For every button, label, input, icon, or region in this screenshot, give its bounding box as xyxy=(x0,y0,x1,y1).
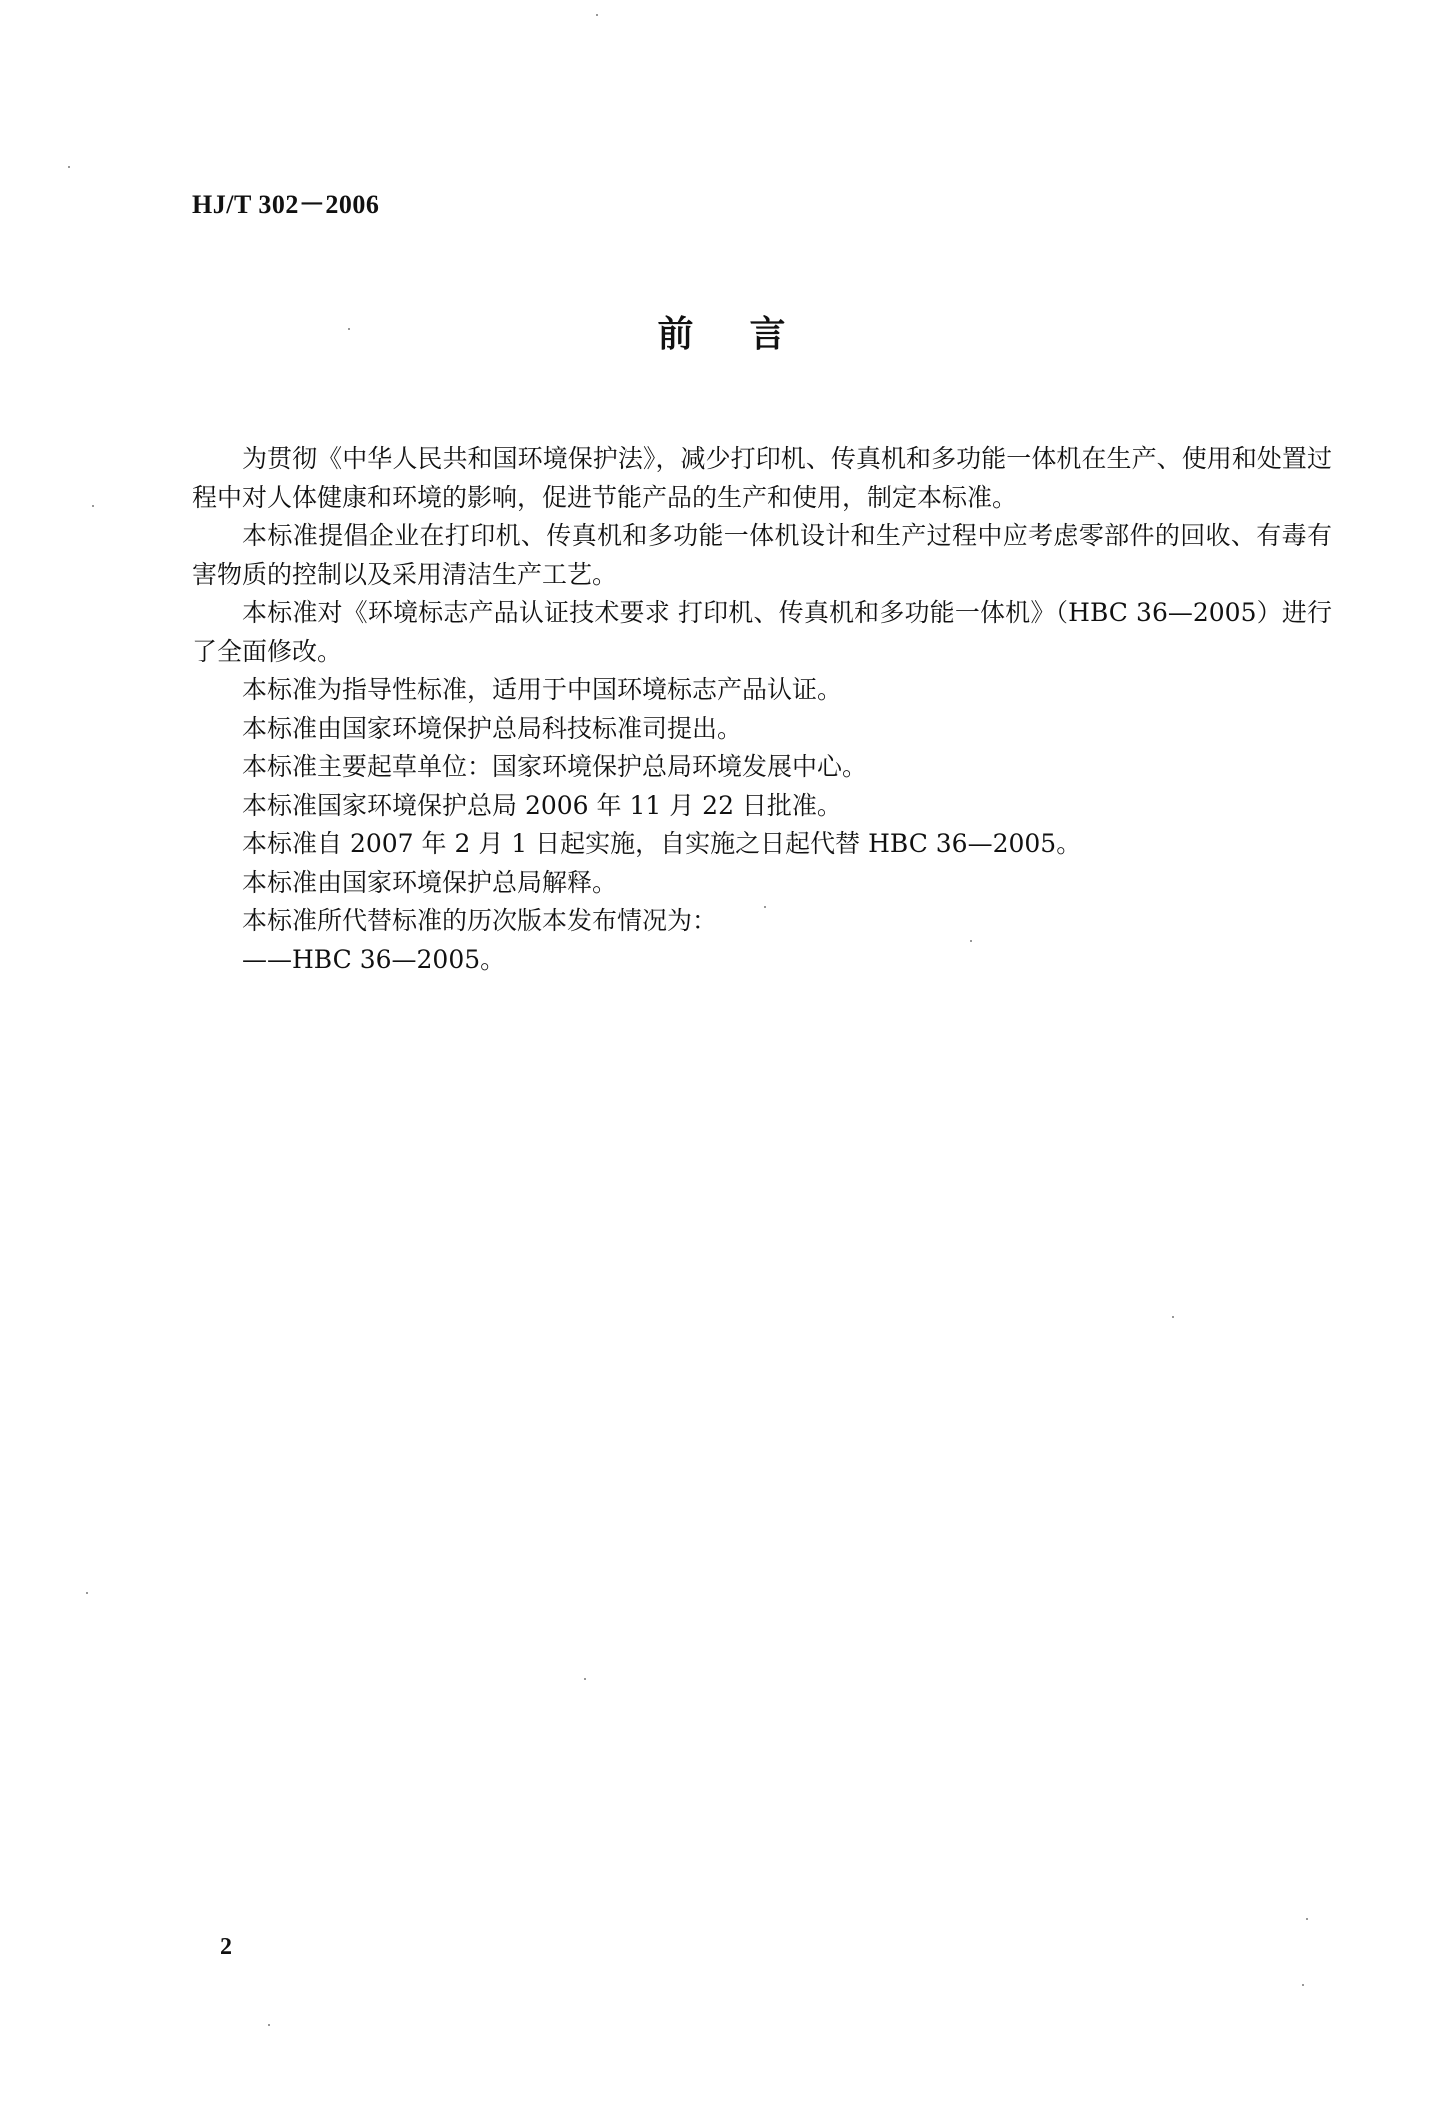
foreword-body xyxy=(192,440,1332,979)
standard-code: HJ/T 302－2006 xyxy=(192,190,380,219)
scan-speck xyxy=(268,2024,270,2026)
scan-speck xyxy=(68,166,70,168)
scan-speck xyxy=(764,906,766,908)
paragraph: ——HBC 36—2005。 xyxy=(242,944,506,974)
paragraph: 本标准主要起草单位：国家环境保护总局环境发展中心。 xyxy=(242,752,868,781)
scan-speck xyxy=(596,14,598,16)
paragraph: 本标准对《环境标志产品认证技术要求 打印机、传真机和多功能一体机》（HBC 36—2005）进行了全面修改。 xyxy=(192,598,1332,666)
scan-speck xyxy=(1172,1316,1174,1318)
scan-speck xyxy=(584,1678,586,1680)
scan-speck xyxy=(970,940,972,942)
paragraph: 本标准国家环境保护总局 2006 年 11 月 22 日批准。 xyxy=(242,790,842,820)
scan-speck xyxy=(86,1592,88,1594)
paragraph: 本标准所代替标准的历次版本发布情况为： xyxy=(242,906,718,935)
scan-speck xyxy=(92,505,94,507)
paragraph: 本标准由国家环境保护总局科技标准司提出。 xyxy=(242,713,743,743)
paragraph: 本标准自 2007 年 2 月 1 日起实施，自实施之日起代替 HBC 36—2005。 xyxy=(242,829,1082,858)
page-title: 前言 xyxy=(657,314,842,355)
paragraph: 为贯彻《中华人民共和国环境保护法》，减少打印机、传真机和多功能一体机在生产、使用和处置过程中对人体健康和环境的影响，促进节能产品的生产和使用，制定本标准。 xyxy=(192,444,1332,512)
page-number: 2 xyxy=(220,1934,232,1960)
paragraph: 本标准提倡企业在打印机、传真机和多功能一体机设计和生产过程中应考虑零部件的回收、有毒有害物质的控制以及采用清洁生产工艺。 xyxy=(192,521,1332,589)
paragraph: 本标准由国家环境保护总局解释。 xyxy=(242,867,618,897)
scan-speck xyxy=(1302,1984,1304,1986)
paragraph: 本标准为指导性标准，适用于中国环境标志产品认证。 xyxy=(242,675,843,704)
scan-speck xyxy=(348,328,350,330)
scan-speck xyxy=(1306,1918,1308,1920)
